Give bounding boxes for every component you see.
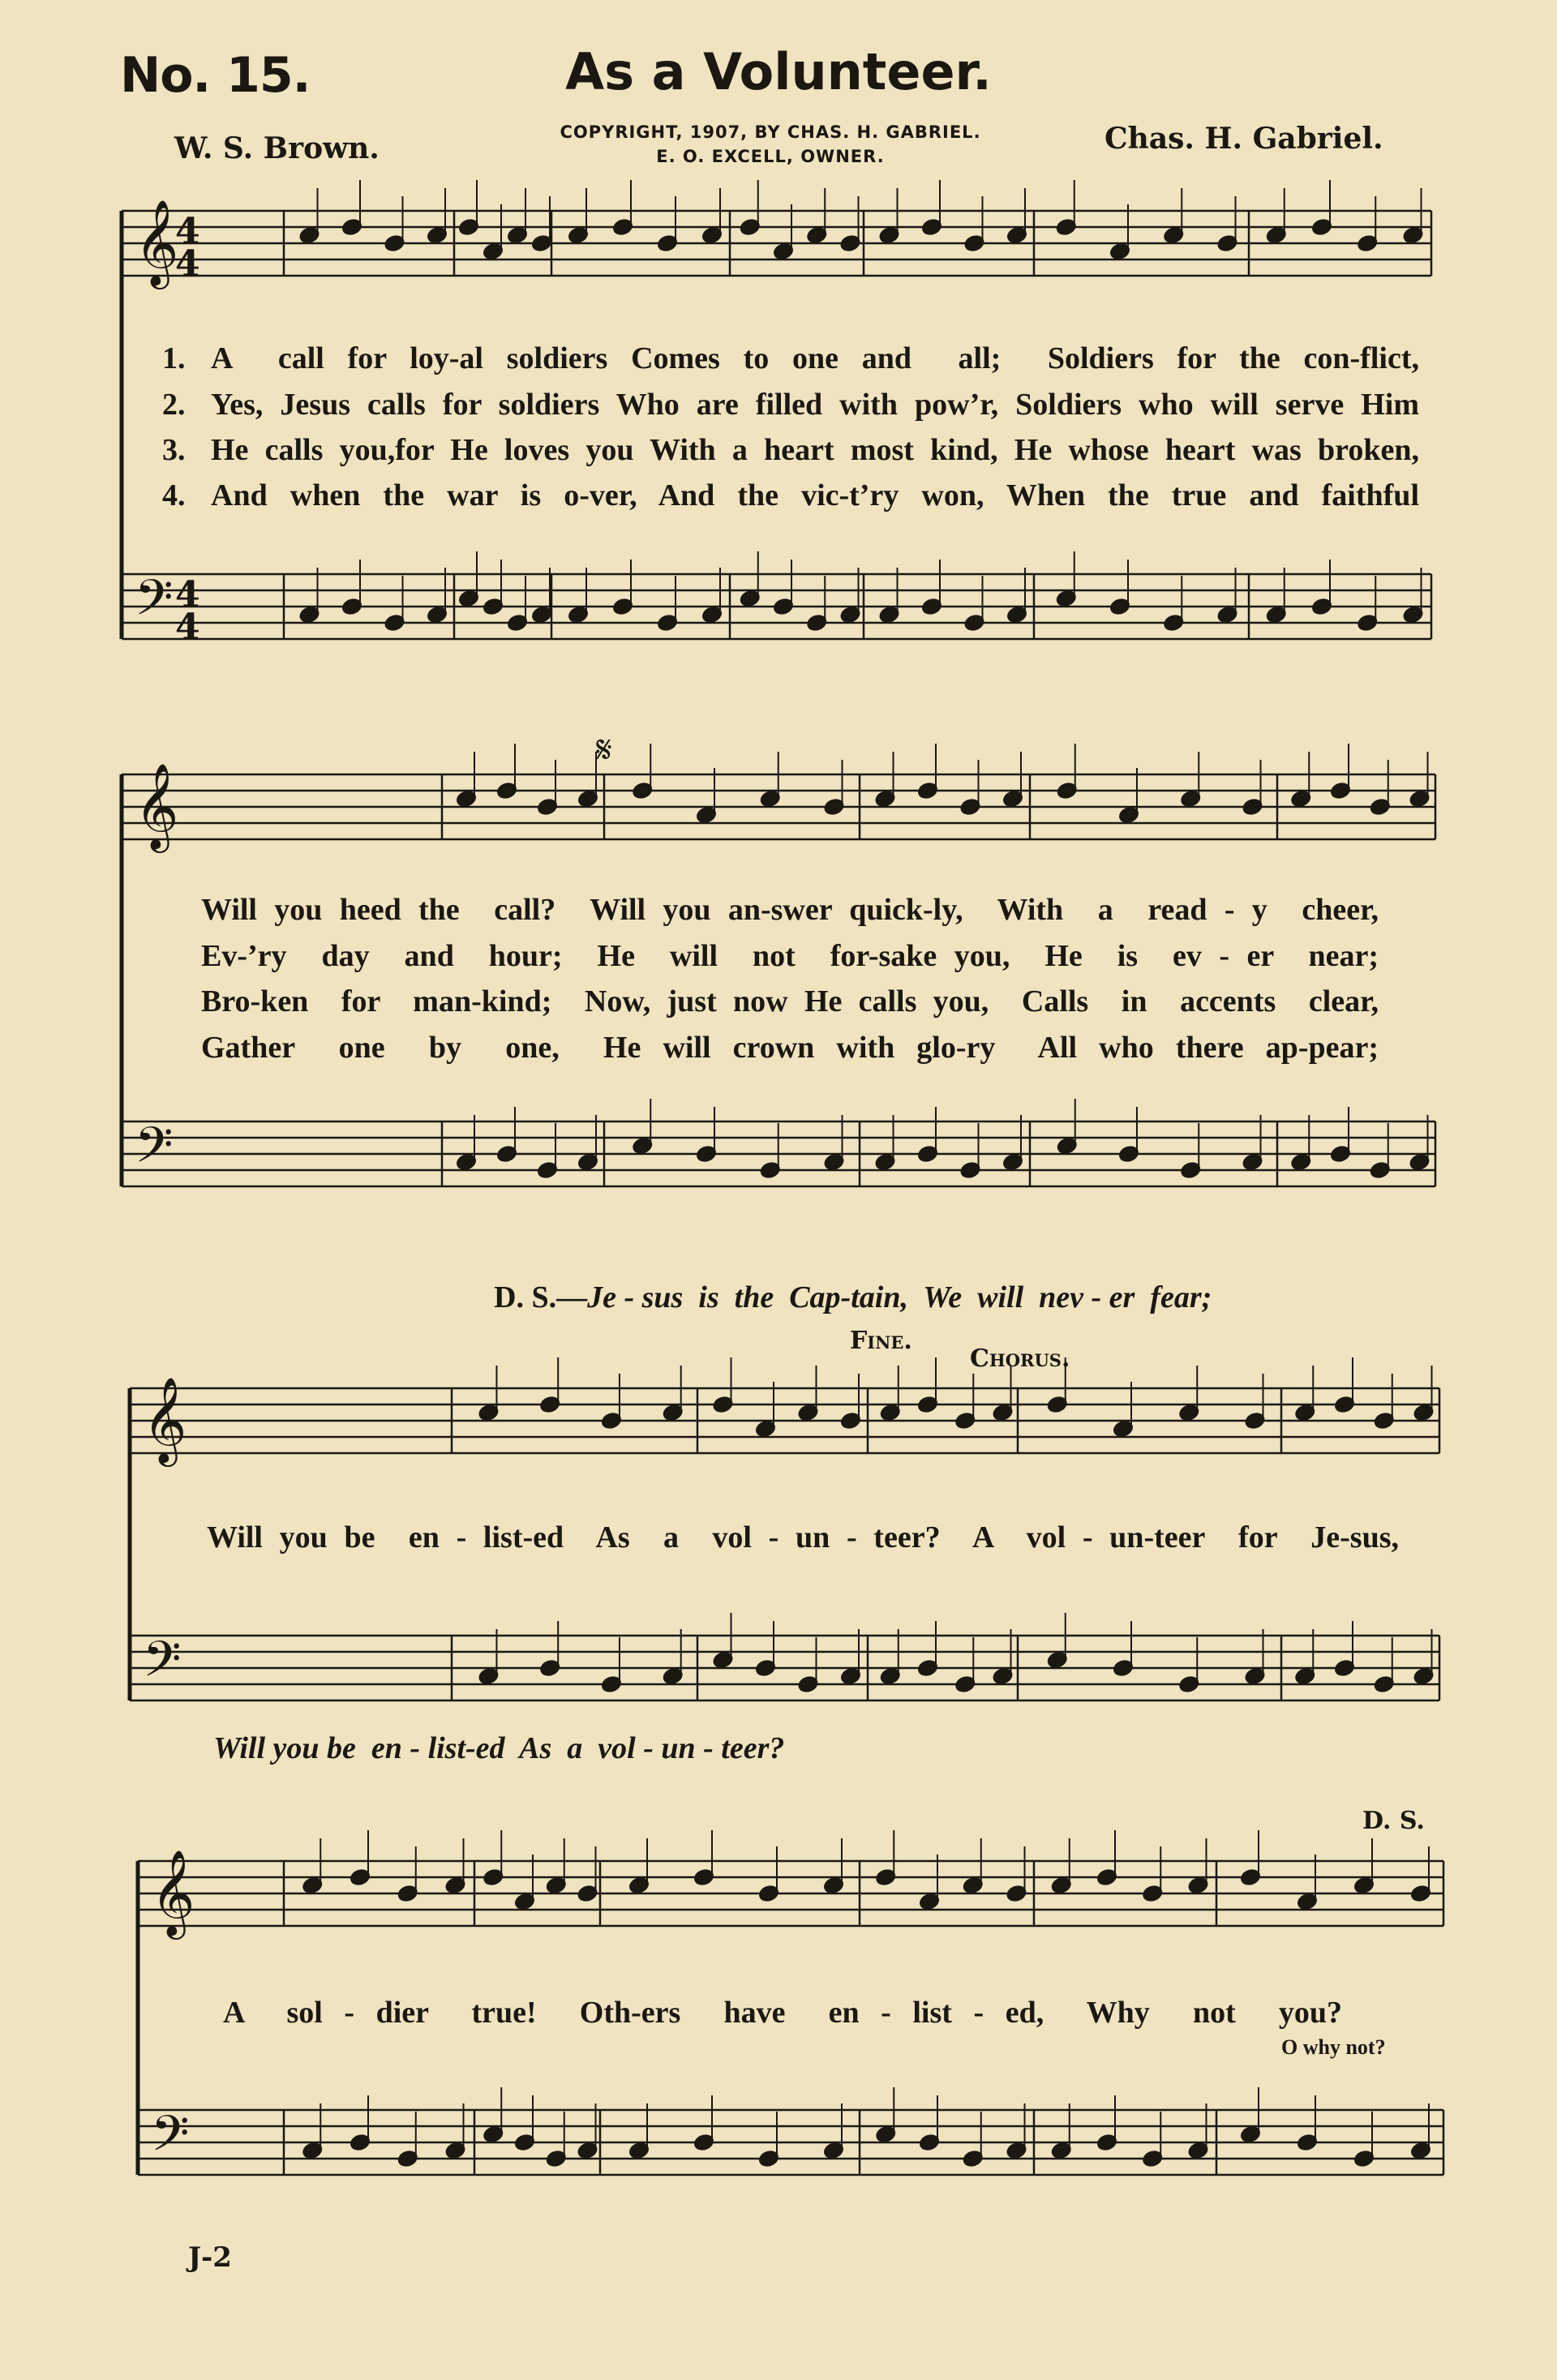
bass-lyric-line: Will you be en - list-ed As a vol - un - teer? xyxy=(213,1731,785,1765)
verse-text: He calls you,for He loves you With a heart most kind, He whose heart was broken, xyxy=(211,433,1419,467)
verse-number: 4. xyxy=(162,478,186,512)
ds-prefix: D. S.— xyxy=(494,1280,588,1314)
copyright-line-2: E. O. EXCELL, OWNER. xyxy=(656,147,885,166)
treble-clef: 𝄞 xyxy=(143,1376,187,1463)
verse-number: 1. xyxy=(162,341,186,375)
segno-sign: 𝄋 xyxy=(596,727,612,771)
time-signature-top: 4 xyxy=(175,211,200,252)
bass-clef: 𝄢 xyxy=(135,1117,174,1186)
verse-text: Yes, Jesus calls for soldiers Who are filled with pow’r, Soldiers who will serve Him xyxy=(211,388,1419,422)
hymn-title: As a Volunteer. xyxy=(565,42,992,101)
treble-clef: 𝄞 xyxy=(135,199,179,285)
treble-clef: 𝄞 xyxy=(135,762,179,849)
lyric-line: A sol - dier true! Oth-ers have en - list - ed, Why not you? xyxy=(223,1996,1342,2030)
verse-3 xyxy=(162,432,1427,473)
lyricist: W. S. Brown. xyxy=(174,131,380,165)
verse-1 xyxy=(162,341,1427,381)
ds-refrain xyxy=(478,1244,1212,1315)
lyric-line: Bro-ken for man-kind; Now, just now He calls you, Calls in accents clear, xyxy=(201,984,1379,1018)
copyright-line-1: COPYRIGHT, 1907, BY CHAS. H. GABRIEL. xyxy=(560,122,981,142)
time-signature-top: 4 xyxy=(175,574,200,615)
bass-clef: 𝄢 xyxy=(143,1631,182,1700)
chorus-marking: Chorus. xyxy=(970,1344,1070,1373)
time-signature-bottom: 4 xyxy=(175,243,200,285)
lyric-line: Gather one by one, He will crown with glo-ry All who there ap-pear; xyxy=(201,1031,1379,1065)
fine-marking: Fine. xyxy=(850,1327,912,1355)
echo-text: O why not? xyxy=(1281,2035,1386,2059)
verse-text: A call for loy-al soldiers Comes to one and all; Soldiers for the con-flict, xyxy=(211,341,1419,375)
verse-number: 2. xyxy=(162,388,186,422)
hymn-number: No. 15. xyxy=(120,47,311,104)
bass-clef: 𝄢 xyxy=(135,569,174,639)
time-signature-bottom: 4 xyxy=(175,607,200,648)
ds-text: Je - sus is the Cap-tain, We will nev - er fear; xyxy=(587,1280,1212,1314)
page-code: J-2 xyxy=(188,2241,232,2274)
bass-clef: 𝄢 xyxy=(151,2105,190,2175)
ds-end-marking: D. S. xyxy=(1362,1807,1425,1835)
composer: Chas. H. Gabriel. xyxy=(1104,122,1383,156)
lyric-line: Ev-’ry day and hour; He will not for-sake you, He is ev - er near; xyxy=(201,939,1379,973)
verse-4 xyxy=(162,478,1427,518)
verse-text: And when the war is o-ver, And the vic-t’ry won, When the true and faithful xyxy=(211,478,1419,512)
treble-clef: 𝄞 xyxy=(151,1849,195,1936)
lyric-line: Will you heed the call? Will you an-swer quick-ly, With a read - y cheer, xyxy=(201,893,1379,927)
verse-number: 3. xyxy=(162,433,186,467)
lyric-line: Will you be en - list-ed As a vol - un - teer? A vol - un-teer for Je-sus, xyxy=(207,1520,1399,1555)
verse-2 xyxy=(162,387,1427,427)
